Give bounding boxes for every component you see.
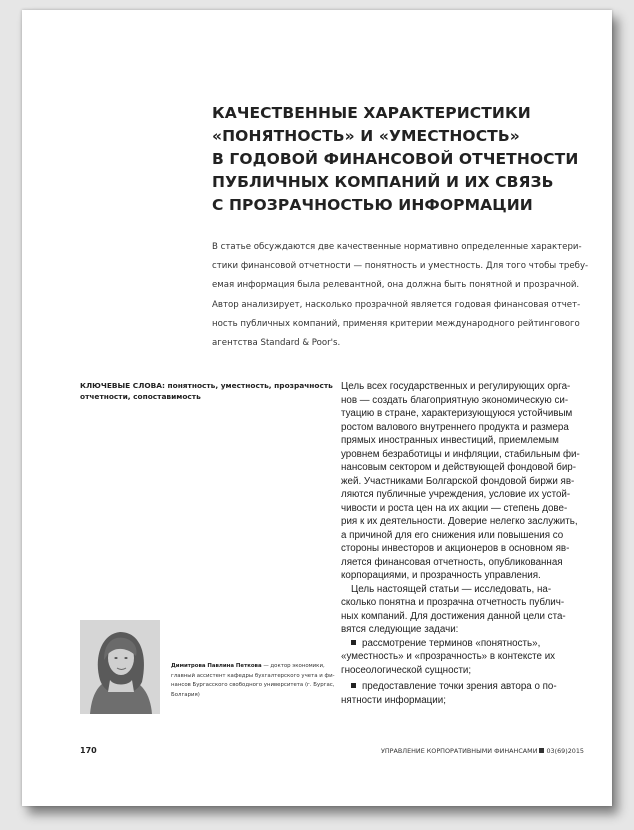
body-line: корпорациями, и прозрачность управления. <box>341 570 541 581</box>
abstract-line: агентства Standard & Poor's. <box>212 338 341 349</box>
author-info <box>171 662 336 700</box>
author-portrait-icon <box>80 620 160 714</box>
title-line: В ГОДОВОЙ ФИНАНСОВОЙ ОТЧЕТНОСТИ <box>212 150 579 168</box>
page-number: 170 <box>80 746 97 755</box>
abstract-line: В статье обсуждаются две качественные нормативно определенные характери- <box>212 242 582 252</box>
abstract-line: стики финансовой отчетности — понятность и уместность. Для того чтобы требу- <box>212 261 589 272</box>
body-line: вятся следующие задачи: <box>341 624 459 635</box>
body-line: туацию в стране, характеризующуюся устойчивым <box>341 408 573 419</box>
article-title <box>212 102 592 217</box>
journal-issue: 03(69)2015 <box>546 747 584 755</box>
title-line: «ПОНЯТНОСТЬ» И «УМЕСТНОСТЬ» <box>212 127 520 145</box>
body-line: нятности информации; <box>341 694 446 706</box>
bullet-square-icon <box>351 683 356 688</box>
body-line: жей. Участниками Болгарской фондовой биржи яв- <box>341 475 575 487</box>
author-photo <box>80 620 160 714</box>
author-line: Болгария) <box>171 691 200 698</box>
author-line <box>171 662 336 672</box>
bullet-line <box>341 637 603 651</box>
body-line: ляется финансовая отчетность, опубликованная <box>341 556 563 568</box>
body-line: прямых иностранных инвестиций, приемлемым <box>341 435 559 446</box>
separator-square-icon <box>539 748 544 753</box>
keywords <box>80 380 333 402</box>
body-line: ных компаний. Для достижения данной цели ста- <box>341 610 566 622</box>
abstract-line: емая информация была релевантной, она должна быть понятной и прозрачной. <box>212 280 580 291</box>
keywords-line: КЛЮЧЕВЫЕ СЛОВА: понятность, уместность, прозрачность <box>80 381 333 390</box>
body-line: гносеологической сущности; <box>341 664 472 676</box>
body-line: стороны инвесторов и акционеров в основном яв- <box>341 543 570 554</box>
title-line: ПУБЛИЧНЫХ КОМПАНИЙ И ИХ СВЯЗЬ <box>212 173 554 191</box>
body-line: Цель всех государственных и регулирующих орга- <box>341 381 571 392</box>
journal-name: УПРАВЛЕНИЕ КОРПОРАТИВНЫМИ ФИНАНСАМИ <box>380 747 538 755</box>
keywords-line: отчетности, сопоставимость <box>80 392 201 401</box>
title-line: КАЧЕСТВЕННЫЕ ХАРАКТЕРИСТИКИ <box>212 104 531 122</box>
body-line: нов — создать благоприятную экономическую си- <box>341 394 569 406</box>
body-line: Цель настоящей статьи — исследовать, на- <box>351 583 552 595</box>
body-line: рия к их деятельности. Доверие нелегко заслужить, <box>341 516 578 527</box>
abstract-line: ность публичных компаний, применяя критерии международного рейтингового <box>212 318 580 329</box>
body-line: уровнем безработицы и инфляции, стабильным фи- <box>341 448 580 460</box>
bullet-text: рассмотрение терминов «понятность», <box>362 637 541 649</box>
bullet-text: предоставление точки зрения автора о по- <box>362 681 557 692</box>
bullet-square-icon <box>351 640 356 645</box>
title-line: С ПРОЗРАЧНОСТЬЮ ИНФОРМАЦИИ <box>212 196 533 214</box>
body-text <box>341 380 603 707</box>
body-line: ляются публичные учреждения, условие их устой- <box>341 489 571 500</box>
journal-footer <box>381 747 584 755</box>
journal-page <box>22 10 612 806</box>
author-line: нансов Бургасского свободного университета (г. Бургас, <box>171 682 335 689</box>
author-credentials: — доктор экономики, <box>261 663 325 669</box>
body-line: чивости и роста цен на их акции — степень дове- <box>341 502 568 514</box>
body-line: ростом валового внутреннего продукта и размера <box>341 421 569 433</box>
bullet-line <box>341 680 603 694</box>
author-line: главный ассистент кафедры бухгалтерского учета и фи- <box>171 672 335 679</box>
body-line: сколько понятна и прозрачна отчетность публич- <box>341 597 565 608</box>
author-name: Димитрова Павлина Петкова <box>171 663 262 669</box>
body-line: нансовым сектором и действующей фондовой бир- <box>341 462 577 473</box>
abstract-line: Автор анализирует, насколько прозрачной является годовая финансовая отчет- <box>212 299 581 310</box>
body-line: а причиной для его снижения или повышения со <box>341 529 564 541</box>
body-line: «уместность» и «прозрачность» в контексте их <box>341 651 556 662</box>
abstract <box>212 238 592 353</box>
